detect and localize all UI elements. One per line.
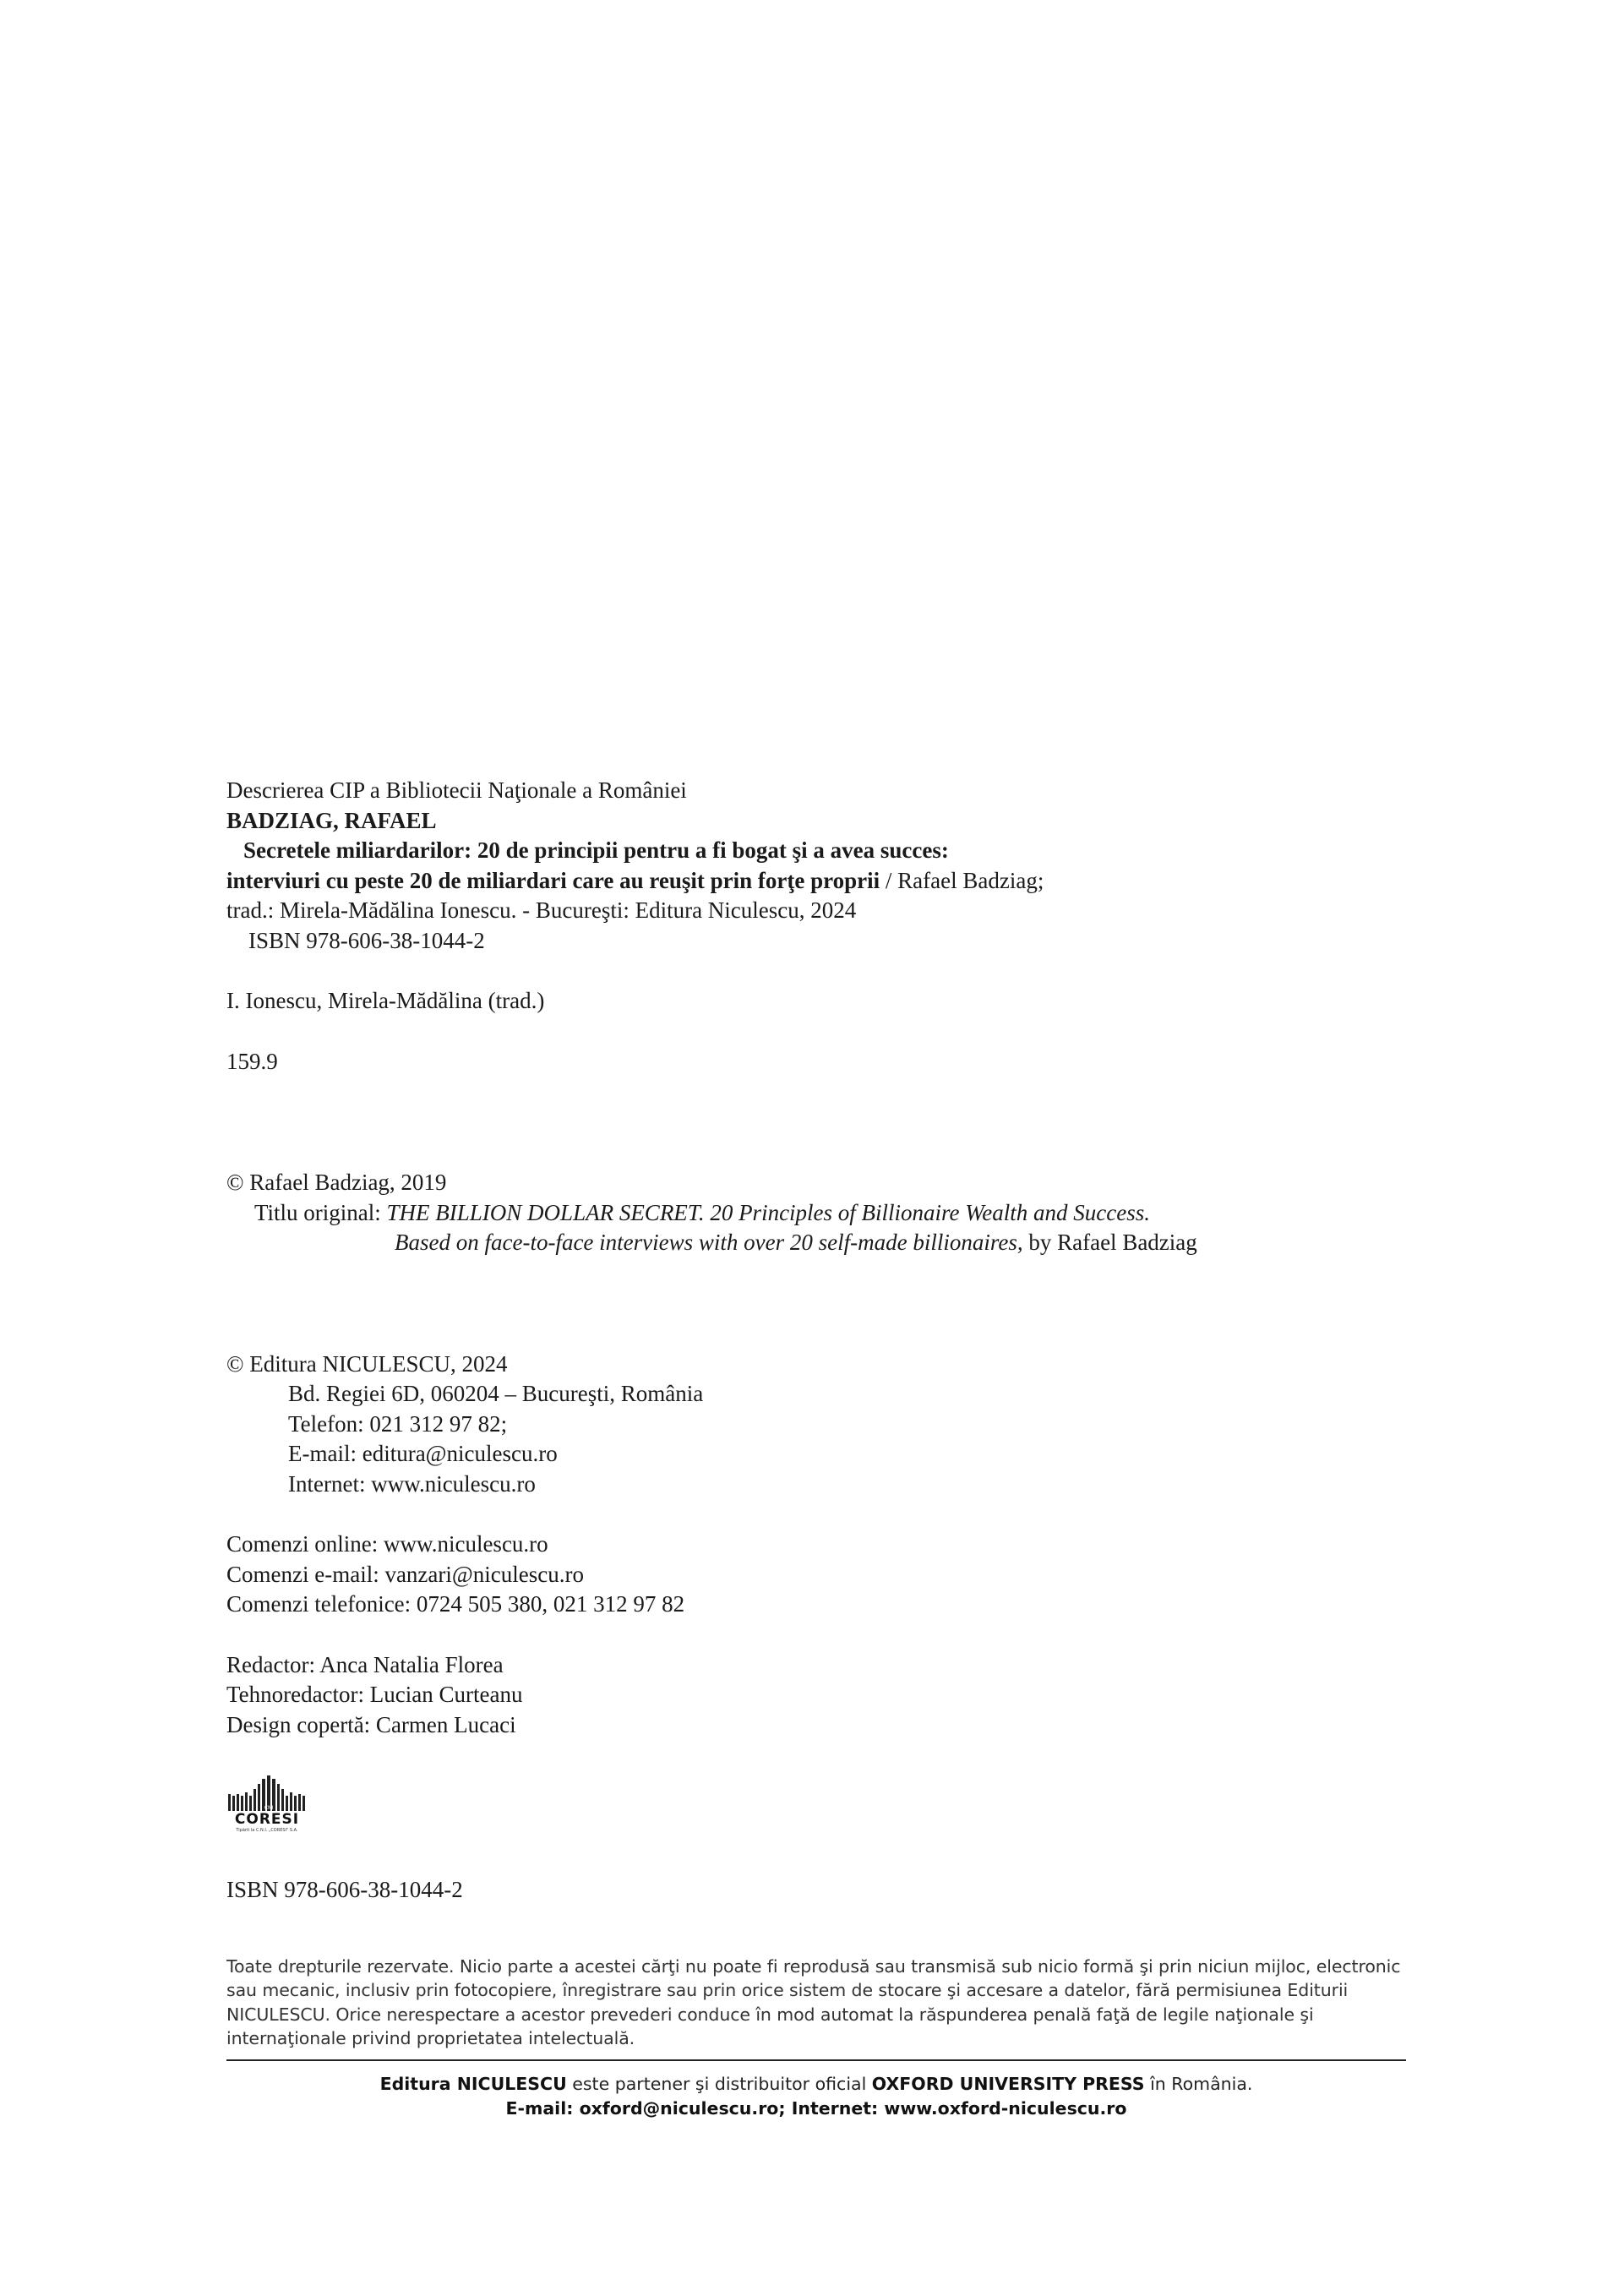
cip-isbn: ISBN 978-606-38-1044-2 [248,927,485,953]
publisher-address: Bd. Regiei 6D, 060204 – Bucureşti, România [288,1381,704,1406]
cip-classification: 159.9 [226,1048,278,1074]
author-copyright: © Rafael Badziag, 2019 [226,1170,447,1195]
publisher-copyright: © Editura NICULESCU, 2024 [226,1350,508,1377]
partner-line [226,2072,1406,2097]
logo-small-text: CNI [264,1805,274,1811]
publisher-internet: Internet: www.niculescu.ro [288,1470,536,1497]
partner-publisher: Editura NICULESCU [379,2073,567,2094]
cip-author: BADZIAG, RAFAEL [226,807,437,833]
rights-notice: Toate drepturile rezervate. Nicio parte a acestei cărţi nu poate fi reprodusă sau transmisă sub nicio formă şi prin niciun mijloc, electronic sau mecanic, inclusiv prin fotocopiere, înregistrare sau prin orice sistem de stocare şi accesare a datelor, fără permisiunea Editurii NICULESCU. Orice nerespectare a acestor prevederi conduce în mod automat la răspunderea penală faţă de legile naţionale şi internaţionale privind proprietatea intelectuală. [226,1955,1401,2048]
cip-title-line2 [226,866,1406,897]
cip-title-line1: Secretele miliardarilor: 20 de principii pentru a fi bogat şi a avea succes: [243,837,949,863]
orders-phone: Comenzi telefonice: 0724 505 380, 021 312 97 82 [226,1591,685,1617]
partner-text-2: în România. [1144,2073,1253,2094]
cip-index-entry: I. Ionescu, Mirela-Mădălina (trad.) [226,988,545,1013]
cip-translator: trad.: Mirela-Mădălina Ionescu. - Bucureşti: Editura Niculescu, 2024 [226,897,857,923]
credit-editor: Redactor: Anca Natalia Florea [226,1651,504,1677]
publisher-email: E-mail: editura@niculescu.ro [288,1441,558,1466]
credit-cover: Design copertă: Carmen Lucaci [226,1711,516,1737]
original-title-line2 [226,1228,1406,1258]
isbn-bottom: ISBN 978-606-38-1044-2 [226,1877,463,1902]
credit-typesetter: Tehnoredactor: Lucian Curteanu [226,1682,523,1707]
logo-sub-text: Tipărit la C.N.I. „CORESI" S.A. [236,1828,298,1833]
partner-text-1: este partener şi distribuitor oficial [566,2073,872,2094]
partner-contact [226,2097,1406,2121]
cip-title-line2-bold: interviuri cu peste 20 de miliardari care au reuşit prin forţe proprii [226,867,880,893]
partner-contact-text: E-mail: oxford@niculescu.ro; Internet: www.oxford-niculescu.ro [505,2097,1127,2119]
cip-title-line2-rest: / Rafael Badziag; [880,867,1044,893]
partner-oxford: OXFORD UNIVERSITY PRESS [871,2073,1145,2094]
original-title-label: Titlu original: [254,1199,387,1225]
partner-block [226,2072,1406,2121]
original-title-line1 [226,1198,1406,1229]
orders-email: Comenzi e-mail: vanzari@niculescu.ro [226,1561,584,1587]
orders-online: Comenzi online: www.niculescu.ro [226,1531,548,1557]
original-title-byline: by Rafael Badziag [1022,1230,1197,1255]
divider [226,2059,1406,2061]
coresi-printing-logo-icon [226,1775,308,1838]
original-title-subtitle: Based on face-to-face interviews with over 20 self-made billionaires, [395,1230,1023,1255]
logo-main-text: CORESI [234,1811,300,1828]
original-title-text: THE BILLION DOLLAR SECRET. 20 Principles of Billionaire Wealth and Success. [386,1199,1151,1225]
publisher-phone: Telefon: 021 312 97 82; [288,1410,508,1437]
copyright-page [226,776,1406,2121]
cip-header: Descrierea CIP a Bibliotecii Naţionale a României [226,777,687,803]
